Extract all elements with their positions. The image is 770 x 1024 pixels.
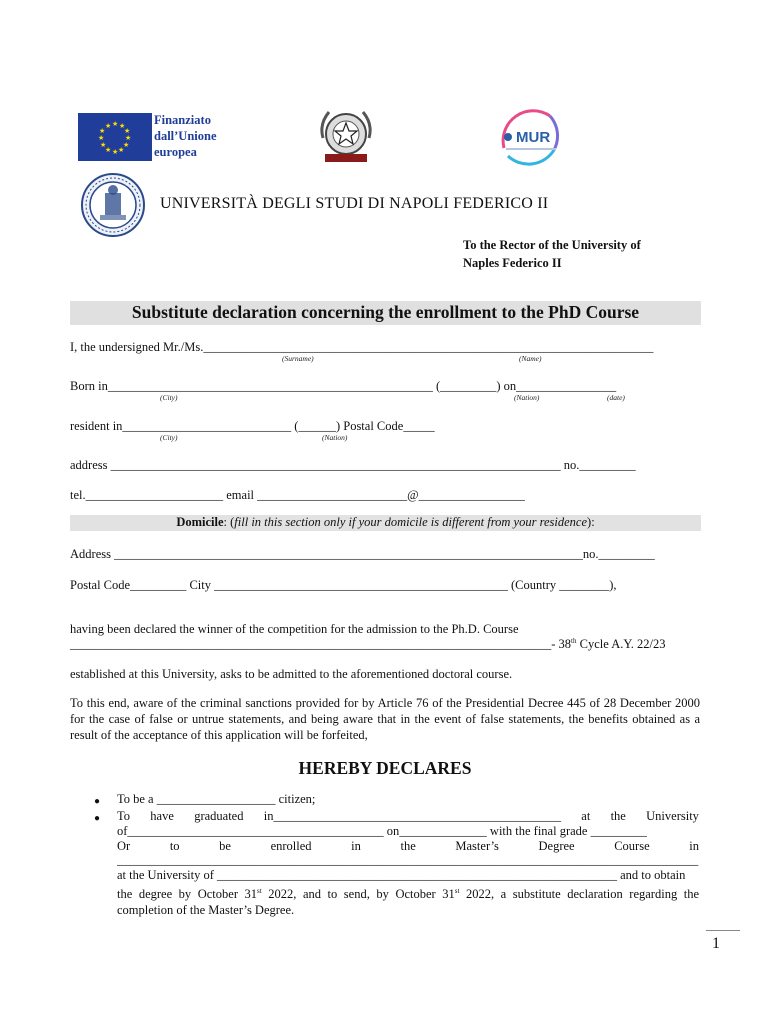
domicile-address-field[interactable]: Address ___________________________________________________________________________no._________ [70,547,655,561]
bullet-icon: ● [94,813,101,824]
page-number-rule [706,930,740,931]
graduated-line[interactable] [117,809,699,824]
birth-nation-caption: (Nation) [514,393,540,402]
domicile-postal-field[interactable]: Postal Code_________ City _______________________________________________ (Country ________), [70,578,617,592]
graduated-word: have [150,809,174,823]
cycle-ordinal-sup: th [571,637,577,645]
document-title: Substitute declaration concerning the enrollment to the PhD Course [131,302,640,322]
degree-text-b: 2022, and to send, by October 31 [261,887,455,902]
degree-text-a: the degree by October 31 [117,887,258,902]
mur-logo [488,104,570,174]
residence-city-caption: (City) [160,433,178,442]
svg-text:★: ★ [123,141,130,149]
enrolled-word: Master’s [455,839,499,853]
graduated-word: the [610,809,626,823]
enrolled-word: in [351,839,361,853]
citizenship-field[interactable]: To be a ___________________ citizen; [117,792,316,806]
name-caption: (Name) [519,354,542,363]
domicile-note: fill in this section only if your domicile is different from your residence [234,515,588,529]
graduated-word: To [117,809,131,823]
enrolled-word: in [689,839,699,853]
master-course-blank[interactable]: _____________________________________________________________________________________________ [117,853,699,867]
enrolled-line [117,839,699,854]
degree-sup-b: st [454,887,460,895]
enrolled-word: be [219,839,231,853]
declares-heading: HEREBY DECLARES [298,758,472,778]
residence-field[interactable]: resident in___________________________ (______) Postal Code_____ [70,419,435,433]
surname-caption: (Surname) [282,354,314,363]
graduated-details-field[interactable]: of_________________________________________ on______________ with the final grade _________ [117,824,647,838]
university-seal-logo [78,173,148,237]
residence-nation-caption: (Nation) [322,433,348,442]
recipient-line-1: To the Rector of the University of [463,238,641,252]
birth-city-caption: (City) [160,393,178,402]
enrolled-word: Or [117,839,131,853]
address-field[interactable]: address ________________________________________________________________________ no._________ [70,458,636,472]
svg-text:★: ★ [105,122,112,130]
winner-line-1: having been declared the winner of the competition for the admission to the Ph.D. Course [70,622,519,636]
svg-text:★: ★ [112,120,119,128]
cycle-text: Cycle A.Y. 22/23 [576,637,666,652]
graduated-word: University [646,809,699,823]
svg-text:★: ★ [125,134,132,142]
svg-text:★: ★ [124,127,131,135]
domicile-label: Domicile [176,515,224,529]
mur-logo-text: MUR [516,129,551,146]
recipient-block [463,236,641,272]
sanctions-paragraph: To this end, aware of the criminal sanctions provided for by Article 76 of the Presidential Decree 445 of 28 December 2000 for the case of false or untrue statements, and being aware that in the event of false statements, the benefits obtained as a result of the acceptance of this application will be forfeited, [70,696,700,742]
enrolled-word: the [400,839,416,853]
svg-text:★: ★ [100,141,107,149]
svg-text:★: ★ [118,146,125,154]
italian-emblem-logo [313,104,379,166]
eu-flag-logo [78,113,152,161]
recipient-line-2: Naples Federico II [463,256,562,270]
master-university-field[interactable]: at the University of ________________________________________________________________ and to obtain [117,868,686,882]
birth-field[interactable]: Born in____________________________________________________ (_________) on________________ [70,379,617,393]
enrolled-word: to [169,839,180,853]
enrolled-word: enrolled [270,839,312,853]
birth-date-caption: (date) [607,393,625,402]
graduated-word: at [581,809,591,823]
undersigned-field[interactable]: I, the undersigned Mr./Ms.________________________________________________________________________ [70,340,654,354]
winner-line-3: established at this University, asks to be admitted to the aforementioned doctoral course. [70,667,513,681]
page-number: 1 [712,935,720,952]
enrolled-word: Course [614,839,650,853]
degree-deadline-text [117,883,699,918]
svg-text:★: ★ [98,134,105,142]
contact-field[interactable]: tel.______________________ email ________________________@_________________ [70,488,525,502]
graduated-word: graduated [194,809,244,823]
svg-text:★: ★ [119,122,126,130]
svg-text:★: ★ [105,146,112,154]
eu-stars-icon [78,113,152,161]
bullet-icon: ● [94,796,101,807]
winner-line-2[interactable] [70,637,666,652]
enrolled-word: Degree [538,839,575,853]
domicile-heading: Domicile: (fill in this section only if your domicile is different from your residence): [176,515,595,529]
course-name-blank[interactable]: _____________________________________________________________________________- 38 [70,637,572,652]
degree-text-c: 2022, a substitute declaration regarding the completion of the Master’s Degree. [117,887,700,918]
degree-sup-a: st [257,887,262,895]
university-name: UNIVERSITÀ DEGLI STUDI DI NAPOLI FEDERICO II [160,195,549,212]
svg-text:★: ★ [112,148,119,156]
graduated-word[interactable]: in______________________________________________ [263,809,561,823]
eu-funded-text: Finanziato dall’Unione europea [154,113,217,159]
svg-text:★: ★ [99,127,106,135]
